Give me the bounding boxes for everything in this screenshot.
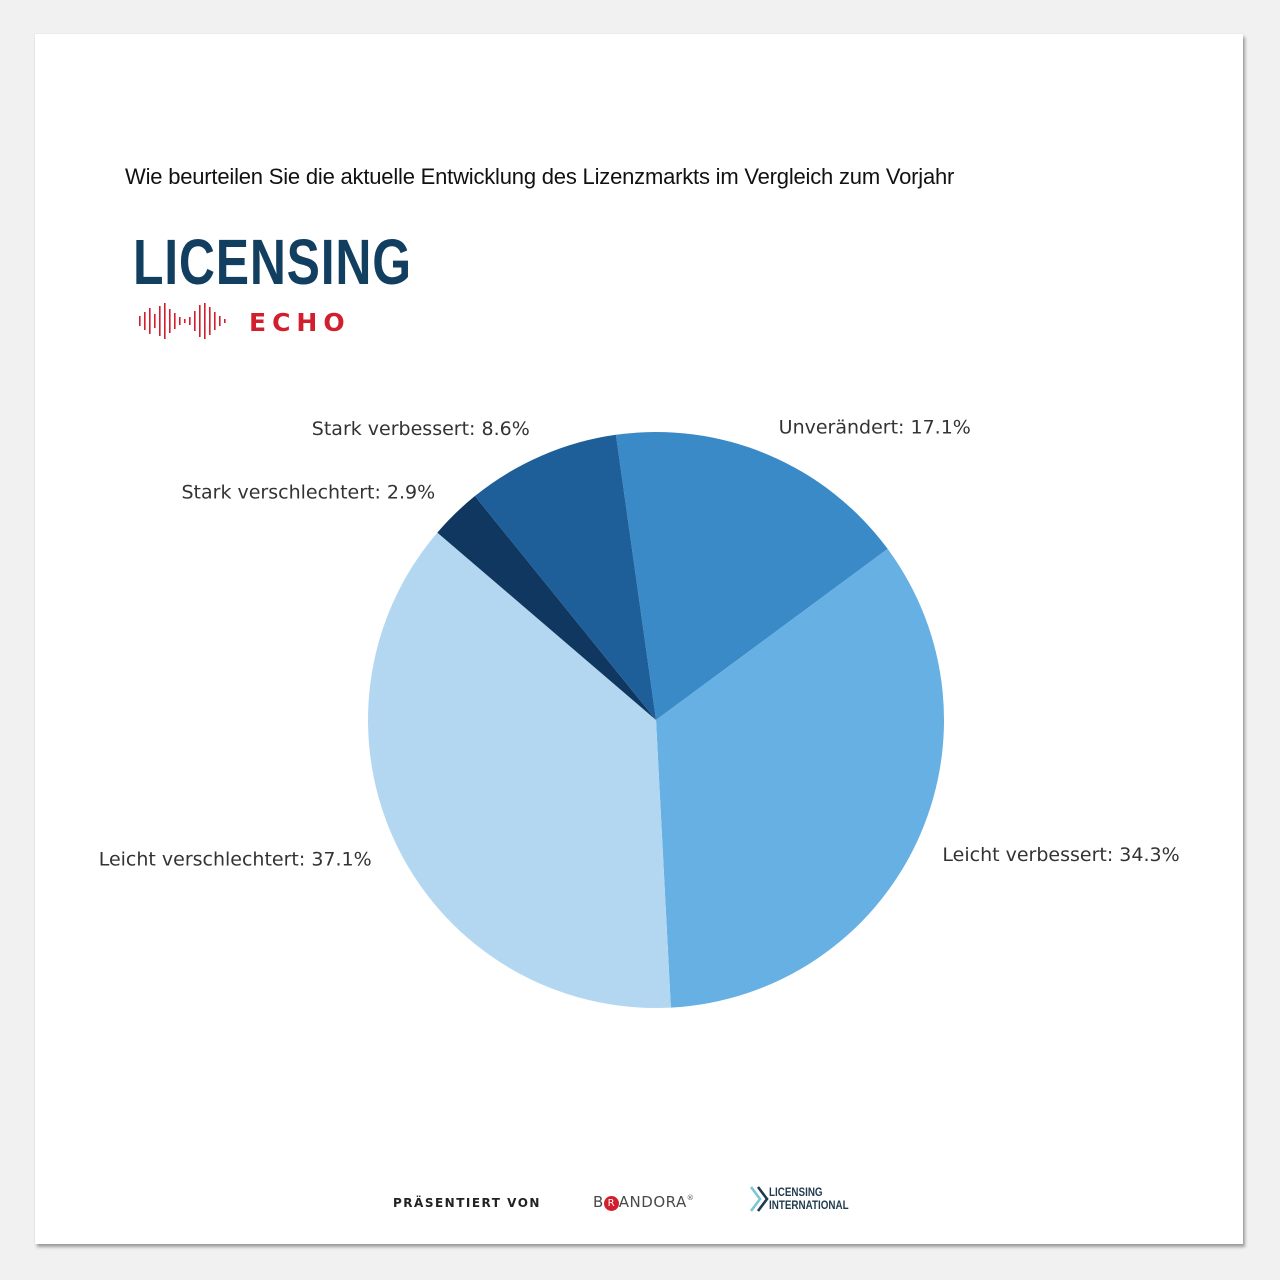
chart-title: Wie beurteilen Sie die aktuelle Entwicklung des Lizenzmarkts im Vergleich zum Vorjahr (125, 164, 955, 189)
slice-label: Stark verbessert: 8.6% (311, 417, 530, 440)
logo-wordmark: LICENSING (133, 226, 412, 298)
licensing-international-icon (749, 1186, 769, 1212)
presented-by-text: PRÄSENTIERT VON (393, 1196, 541, 1210)
brandora-letter-b: B (593, 1193, 604, 1211)
slice-label: Leicht verschlechtert: 37.1% (98, 848, 372, 871)
licensing-international-line-2: INTERNATIONAL (769, 1197, 849, 1212)
licensing-international-line-1: LICENSING (769, 1185, 823, 1199)
brandora-logo (593, 1193, 694, 1211)
pie-chart (35, 34, 1243, 1134)
slice-label: Leicht verbessert: 34.3% (942, 843, 1180, 866)
registered-mark: ® (686, 1194, 695, 1202)
pie-slices (368, 432, 944, 1008)
brandora-r-mark: R (604, 1196, 619, 1211)
footer (35, 1184, 1243, 1224)
brandora-letters-rest: ANDORA (618, 1193, 687, 1211)
logo-subtitle: ECHO (249, 308, 351, 337)
slice-label: Stark verschlechtert: 2.9% (181, 481, 436, 504)
slice-label: Unverändert: 17.1% (778, 416, 971, 439)
chart-card (35, 34, 1243, 1244)
licensing-international-logo (769, 1186, 849, 1211)
